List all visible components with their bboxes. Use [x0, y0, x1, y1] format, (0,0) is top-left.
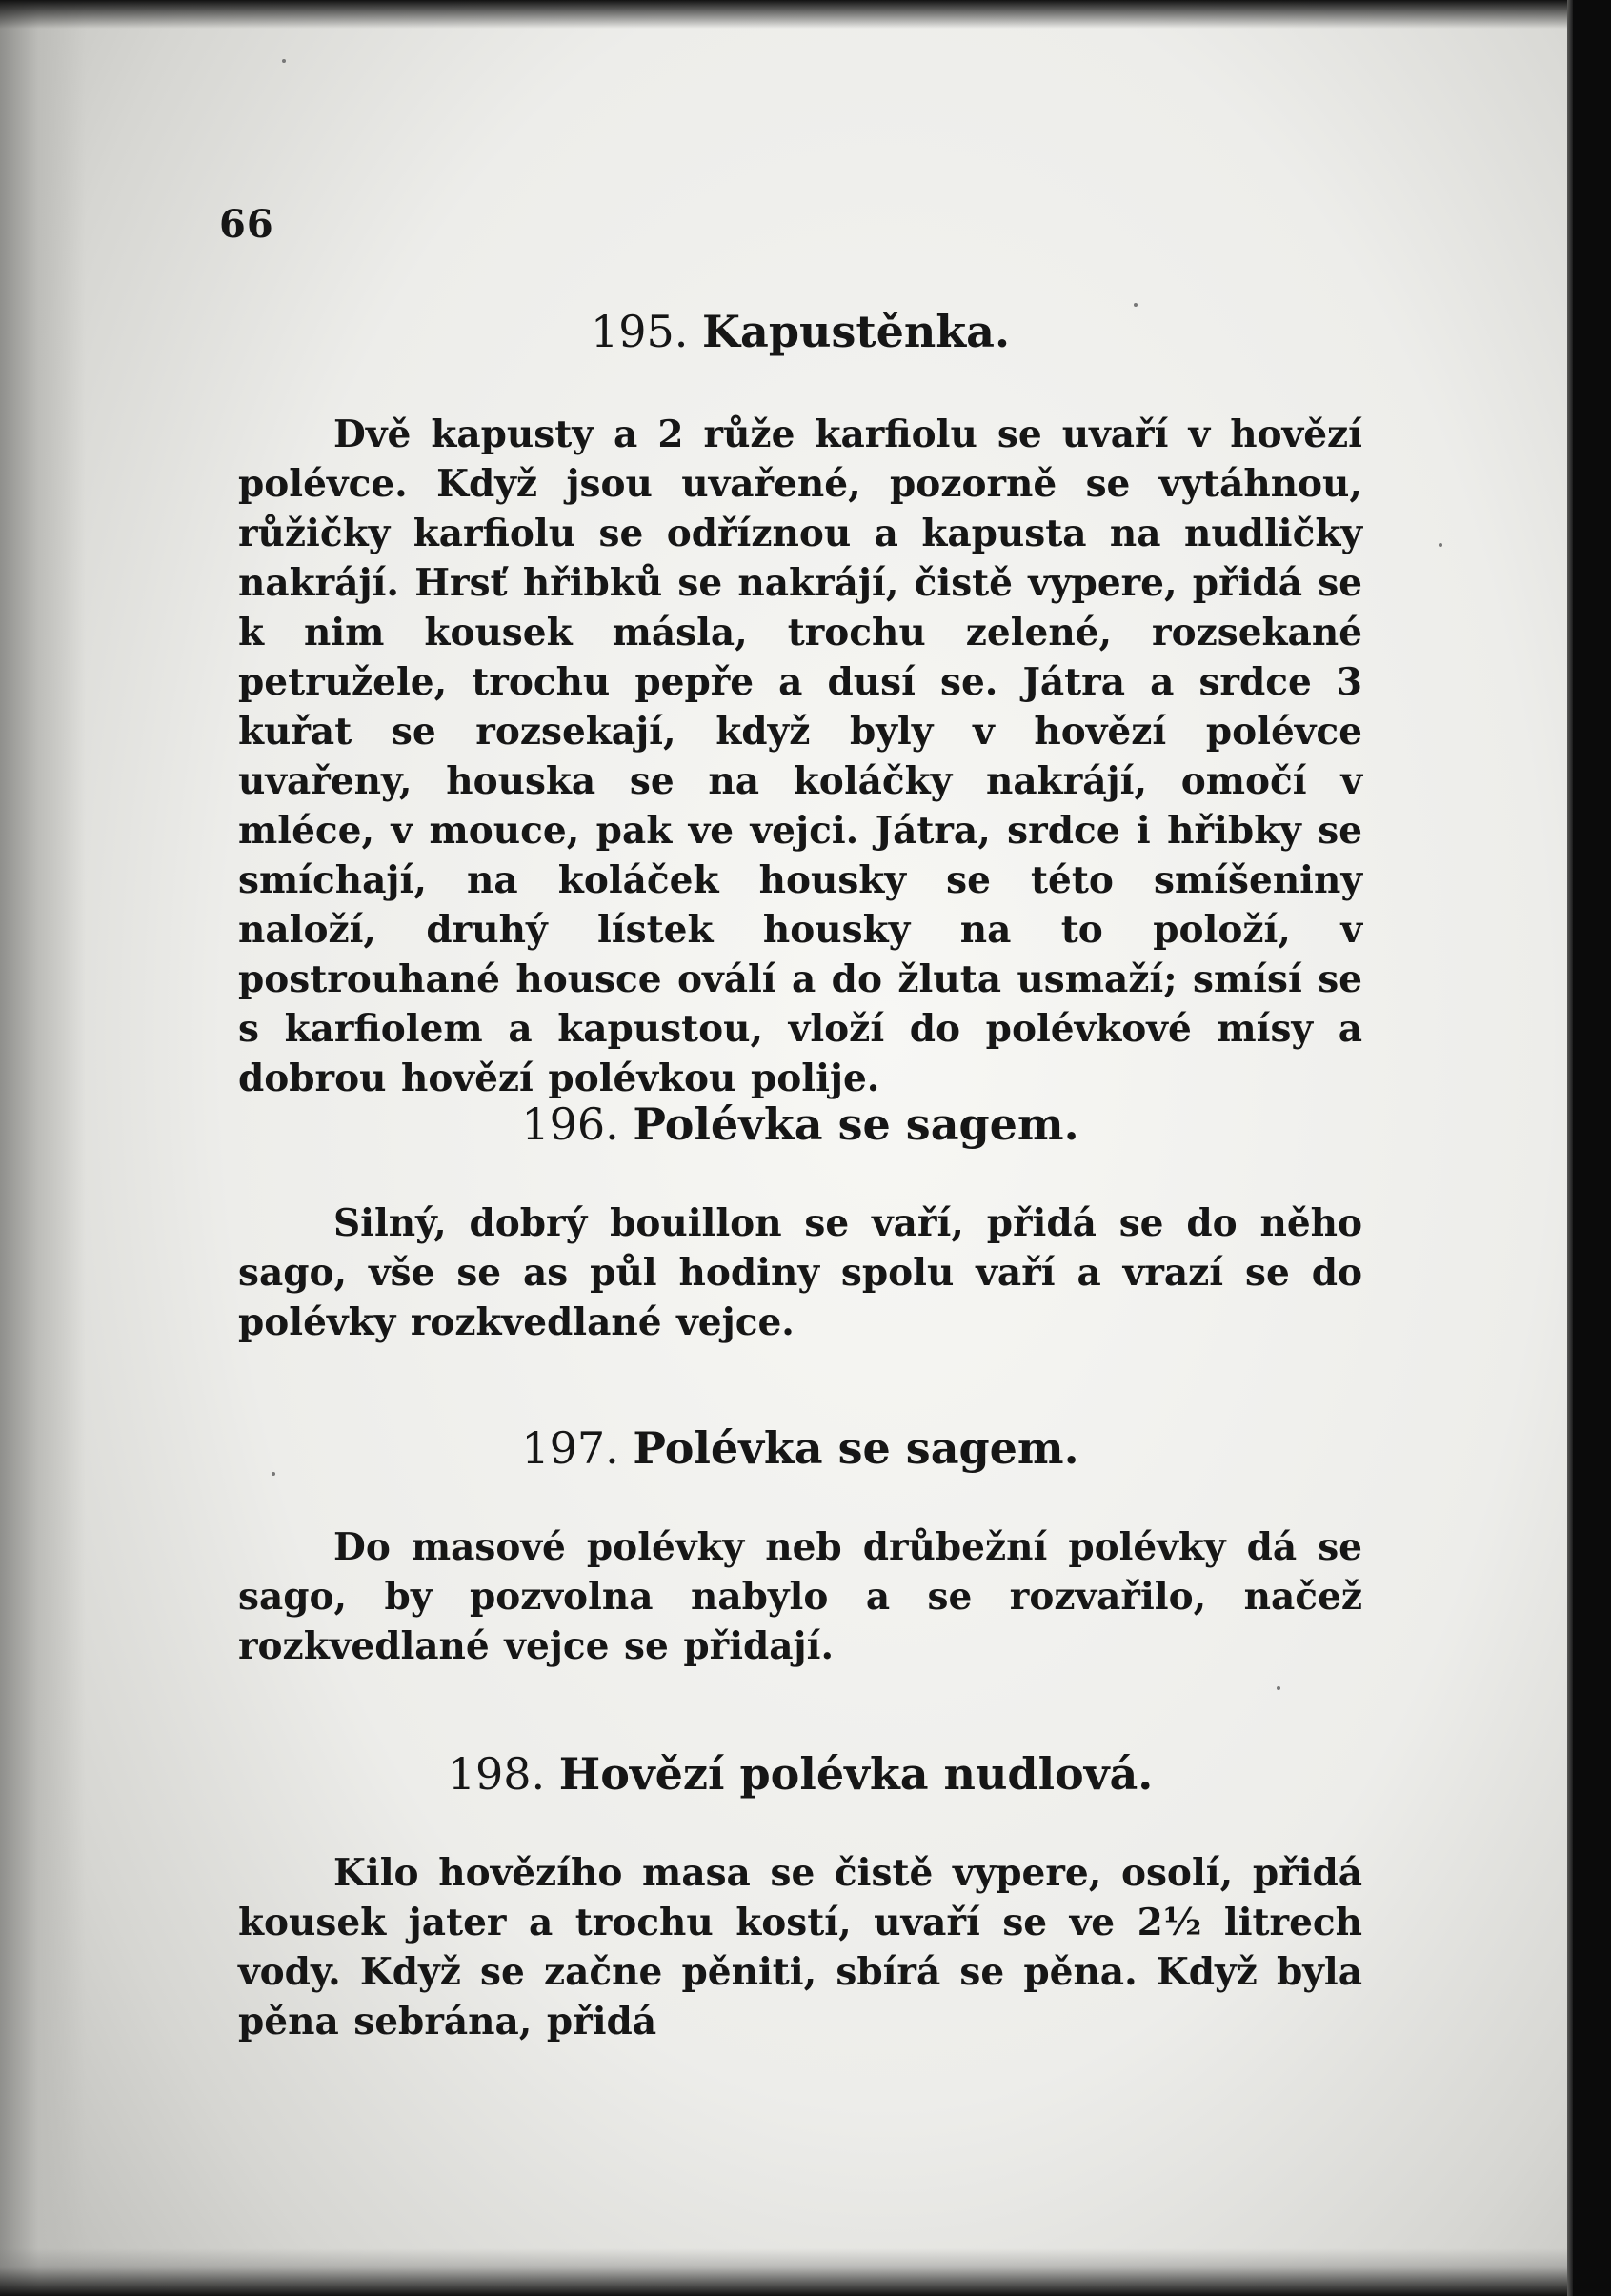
recipe-body: Silný, dobrý bouillon se vaří, přidá se do něho sago, vše se as půl hodiny spolu vaří a vrazí se do polévky rozkvedlané vejce.: [238, 1201, 1362, 1344]
recipe-number: 195.: [591, 306, 689, 357]
recipe-heading: [238, 303, 1362, 360]
recipe-198: [238, 1745, 1362, 2046]
recipe-196: [238, 1096, 1362, 1347]
recipe-heading: [238, 1745, 1362, 1803]
recipe-title: Kapustěnka.: [702, 306, 1010, 357]
recipe-heading: [238, 1420, 1362, 1477]
recipe-title: Polévka se sagem.: [633, 1098, 1079, 1150]
recipe-body: Do masové polévky neb drůbežní polévky dá se sago, by pozvolna nabylo a se rozvařilo, načež rozkvedlané vejce se přidají.: [238, 1525, 1362, 1668]
recipe-body: Kilo hovězího masa se čistě vypere, osolí, přidá kousek jater a trochu kostí, uvaří se ve 2½ litrech vody. Když se začne pěniti, sbírá se pěna. Když byla pěna sebrána, přidá: [238, 1851, 1362, 2044]
recipe-number: 198.: [447, 1748, 546, 1800]
page-edge-right: [1573, 0, 1611, 2296]
recipe-body: Dvě kapusty a 2 růže karfiolu se uvaří v hovězí polévce. Když jsou uvařené, pozorně se vytáhnou, růžičky karfiolu se odříznou a kapusta na nudličky nakrájí. Hrsť hřibků se nakrájí, čistě vypere, přidá se k nim kousek másla, trochu zelené, rozsekané petružele, trochu pepře a dusí se. Játra a srdce 3 kuřat se rozsekají, když byly v hovězí polévce uvařeny, houska se na koláčky nakrájí, omočí v mléce, v mouce, pak ve vejci. Játra, srdce i hřibky se smíchají, na koláček housky se této smíšeniny naloží, druhý lístek housky na to položí, v postrouhané housce oválí a do žluta usmaží; smísí se s karfiolem a kapustou, vloží do polévkové mísy a dobrou hovězí polévkou polije.: [238, 413, 1362, 1100]
recipe-heading: [238, 1096, 1362, 1153]
recipe-title: Hovězí polévka nudlová.: [558, 1748, 1154, 1800]
recipe-197: [238, 1420, 1362, 1671]
recipe-195: [238, 303, 1362, 1103]
dust-speck: [1277, 1686, 1280, 1690]
page-shadow-top: [0, 0, 1611, 29]
recipe-number: 196.: [521, 1098, 619, 1150]
dust-speck: [1439, 543, 1442, 547]
recipe-number: 197.: [521, 1422, 619, 1474]
dust-speck: [282, 59, 286, 63]
page-shadow-left: [0, 0, 86, 2296]
recipe-title: Polévka se sagem.: [633, 1422, 1079, 1474]
page-number: 66: [219, 202, 274, 247]
page-shadow-bottom: [0, 2248, 1611, 2296]
